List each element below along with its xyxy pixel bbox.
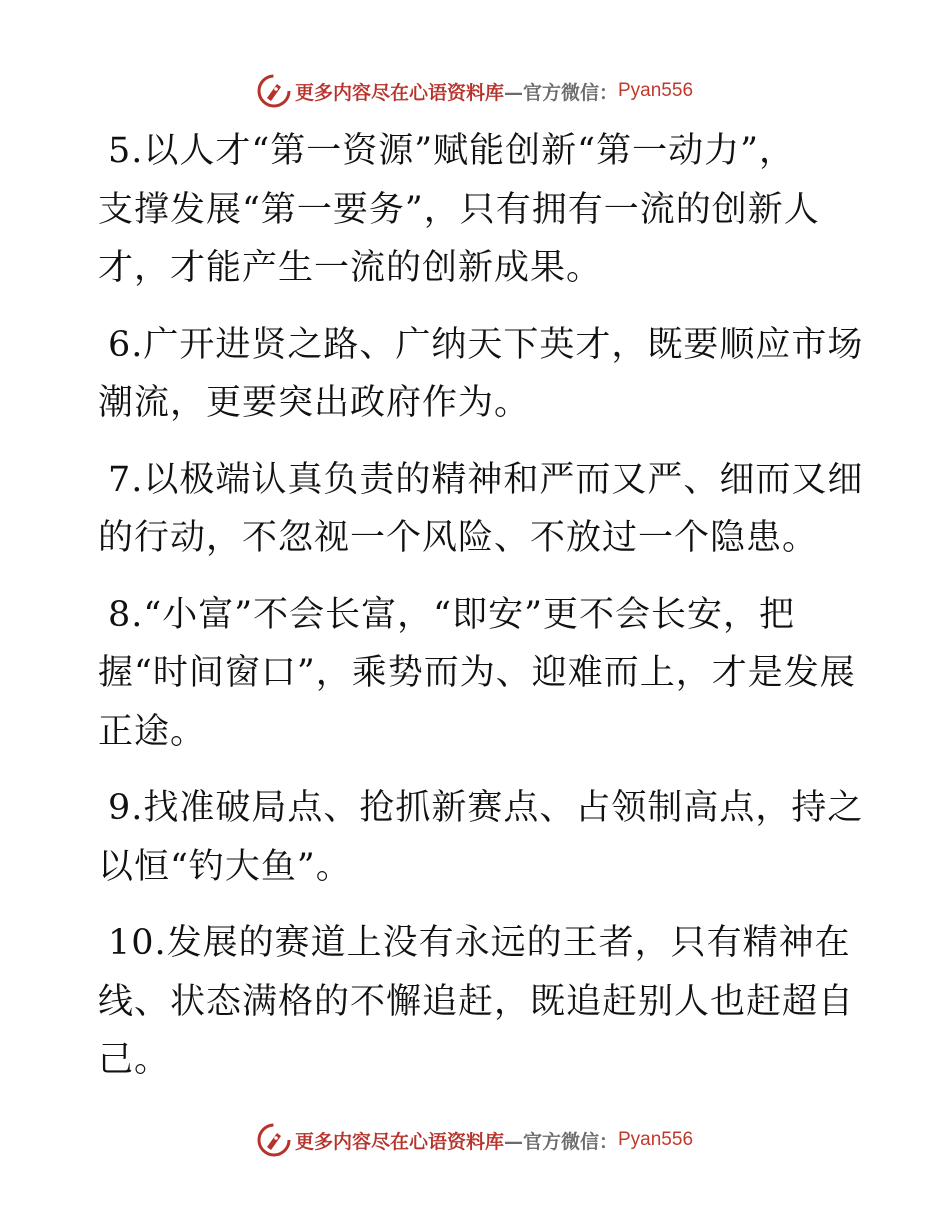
paragraph-5 — [98, 122, 858, 298]
text-line: 的行动，不忽视一个风险、不放过一个隐患。 — [98, 518, 819, 558]
text-line: 支撑发展“第一要务”，只有拥有一流的创新人 — [98, 189, 820, 230]
text-line: 潮流，更要突出政府作为。 — [98, 383, 531, 423]
document-body — [98, 122, 864, 1108]
watermark-text-gray: —官方微信： — [503, 81, 618, 104]
text-line: 握“时间窗口”，乘势而为、迎难而上，才是发展 — [98, 653, 856, 693]
text-line: 5.以人才“第一资源”赋能创新“第一动力”， — [108, 131, 795, 171]
text-line: 10.发展的赛道上没有永远的王者，只有精神在 — [108, 923, 851, 963]
paragraph-10 — [98, 914, 858, 1090]
text-line: 己。 — [98, 1040, 171, 1080]
text-line: 线、状态满格的不懈追赶，既追赶别人也赶超自 — [98, 981, 855, 1022]
header-watermark — [0, 71, 950, 111]
paragraph-6 — [98, 316, 864, 433]
pen-nib-circle-logo-icon — [257, 1123, 291, 1157]
paragraph-9 — [98, 779, 864, 896]
watermark-wechat-id: Pyan556 — [618, 80, 694, 101]
paragraph-8 — [98, 586, 858, 762]
watermark-wechat-id: Pyan556 — [618, 1129, 694, 1150]
text-line: 以恒“钓大鱼”。 — [98, 846, 352, 887]
text-line: 7.以极端认真负责的精神和严而又严、细而又细 — [108, 459, 864, 500]
watermark-text-red: 更多内容尽在心语资料库 — [294, 1130, 504, 1153]
watermark-text-gray: —官方微信： — [503, 1130, 618, 1153]
paragraph-7 — [98, 451, 864, 568]
text-line: 9.找准破局点、抢抓新赛点、占领制高点，持之 — [108, 788, 864, 828]
pen-nib-circle-logo-icon — [257, 74, 291, 108]
text-line: 8.“小富”不会长富，“即安”更不会长安，把 — [108, 594, 795, 635]
text-line: 才，才能产生一流的创新成果。 — [98, 248, 603, 288]
watermark-text-red: 更多内容尽在心语资料库 — [294, 81, 504, 104]
text-line: 正途。 — [98, 711, 207, 752]
footer-watermark — [0, 1120, 950, 1160]
text-line: 6.广开进贤之路、广纳天下英才，既要顺应市场 — [108, 324, 864, 365]
